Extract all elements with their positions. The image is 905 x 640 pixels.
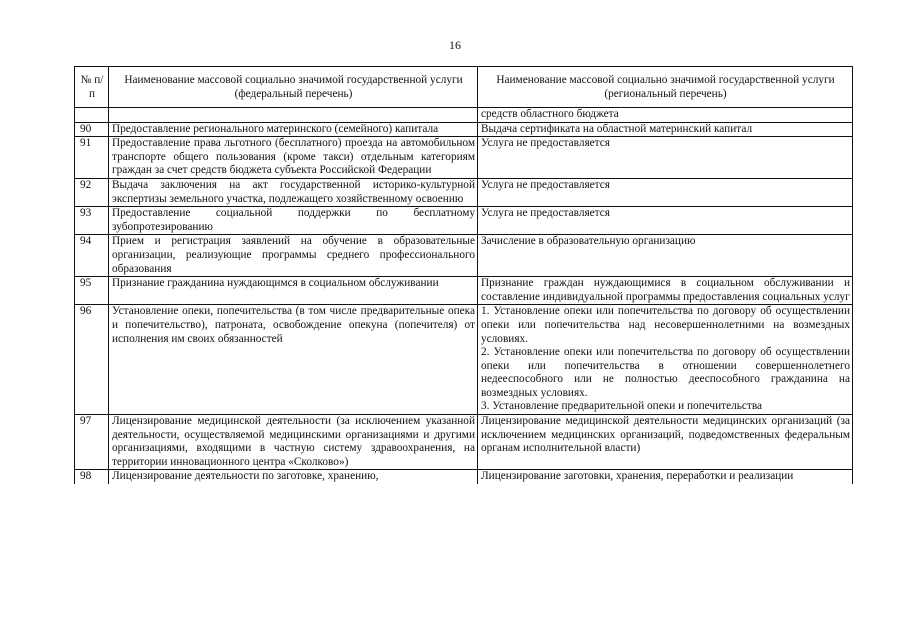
federal-service-name: Установление опеки, попечительства (в том числе предварительные опека и попечительство), патроната, освобождение опекуна (попечителя) от исполнения им своих обязанностей — [109, 305, 478, 415]
header-regional: Наименование массовой социально значимой государственной услуги (региональный перечень) — [478, 67, 853, 108]
header-federal: Наименование массовой социально значимой государственной услуги (федеральный перечень) — [109, 67, 478, 108]
table-row — [75, 207, 853, 235]
table-row — [75, 305, 853, 415]
row-number: 93 — [75, 207, 109, 235]
regional-service-paragraph: Услуга не предоставляется — [481, 178, 610, 191]
federal-service-name: Лицензирование медицинской деятельности (за исключением указанной деятельности, осуществляемой медицинскими организациями и другими организациями, входящими в частную систему здравоохранения, на территории инновационного центра «Сколково») — [109, 415, 478, 470]
regional-service-paragraph: 3. Установление предварительной опеки и попечительства — [481, 400, 763, 413]
continuation-federal — [109, 108, 478, 123]
regional-service-paragraph: Признание граждан нуждающимися в социальном обслуживании и составление индивидуальной программы предоставления социальных услуг — [481, 277, 850, 303]
regional-service-paragraph: 2. Установление опеки или попечительства по договору об осуществлении опеки или попечительства в отношении совершеннолетнего недееспособного или не полностью дееспособного гражданина на возмездных условиях. — [481, 346, 850, 399]
table-row — [75, 235, 853, 277]
continuation-row — [75, 108, 853, 123]
federal-service-name: Лицензирование деятельности по заготовке, хранению, — [109, 470, 478, 484]
regional-service-paragraph: Зачисление в образовательную организацию — [481, 235, 696, 248]
row-number: 90 — [75, 122, 109, 137]
federal-service-name: Предоставление права льготного (бесплатного) проезда на автомобильном транспорте общего пользования (кроме такси) отдельным категориям граждан за счет средств бюджета субъекта Российской Федерации — [109, 137, 478, 179]
regional-service-paragraph: Выдача сертификата на областной материнский капитал — [481, 122, 753, 135]
regional-service-name — [478, 178, 853, 206]
regional-service-name — [478, 470, 853, 484]
row-number: 94 — [75, 235, 109, 277]
federal-service-name: Признание гражданина нуждающимся в социальном обслуживании — [109, 277, 478, 305]
row-number: 97 — [75, 415, 109, 470]
regional-service-name — [478, 137, 853, 179]
table-row — [75, 277, 853, 305]
table-row — [75, 122, 853, 137]
federal-service-name: Выдача заключения на акт государственной историко-культурной экспертизы земельного участка, подлежащего хозяйственному освоению — [109, 178, 478, 206]
regional-service-paragraph: Лицензирование заготовки, хранения, переработки и реализации — [481, 470, 794, 483]
table-row — [75, 470, 853, 484]
regional-service-paragraph: Услуга не предоставляется — [481, 207, 610, 220]
continuation-num — [75, 108, 109, 123]
row-number: 91 — [75, 137, 109, 179]
federal-service-name: Предоставление социальной поддержки по бесплатному зубопротезированию — [109, 207, 478, 235]
regional-service-paragraph: Услуга не предоставляется — [481, 137, 610, 150]
regional-service-name — [478, 415, 853, 470]
row-number: 98 — [75, 470, 109, 484]
row-number: 95 — [75, 277, 109, 305]
federal-service-name: Прием и регистрация заявлений на обучение в образовательные организации, реализующие программы среднего профессионального образования — [109, 235, 478, 277]
table-row — [75, 178, 853, 206]
table-header-row — [75, 67, 853, 108]
regional-service-name — [478, 235, 853, 277]
table-row — [75, 415, 853, 470]
continuation-regional: средств областного бюджета — [478, 108, 853, 123]
regional-service-paragraph: 1. Установление опеки или попечительства по договору об осуществлении опеки или попечительства над несовершеннолетними на возмездных условиях. — [481, 305, 850, 345]
regional-service-name — [478, 305, 853, 415]
regional-service-name — [478, 277, 853, 305]
row-number: 96 — [75, 305, 109, 415]
services-table — [74, 66, 853, 484]
table-row — [75, 137, 853, 179]
regional-service-name — [478, 122, 853, 137]
regional-service-paragraph: Лицензирование медицинской деятельности медицинских организаций (за исключением медицинских организаций, подведомственных федеральным органам исполнительной власти) — [481, 415, 850, 455]
regional-service-name — [478, 207, 853, 235]
page-number: 16 — [449, 38, 461, 52]
header-num: № п/п — [75, 67, 109, 108]
federal-service-name: Предоставление регионального материнского (семейного) капитала — [109, 122, 478, 137]
row-number: 92 — [75, 178, 109, 206]
